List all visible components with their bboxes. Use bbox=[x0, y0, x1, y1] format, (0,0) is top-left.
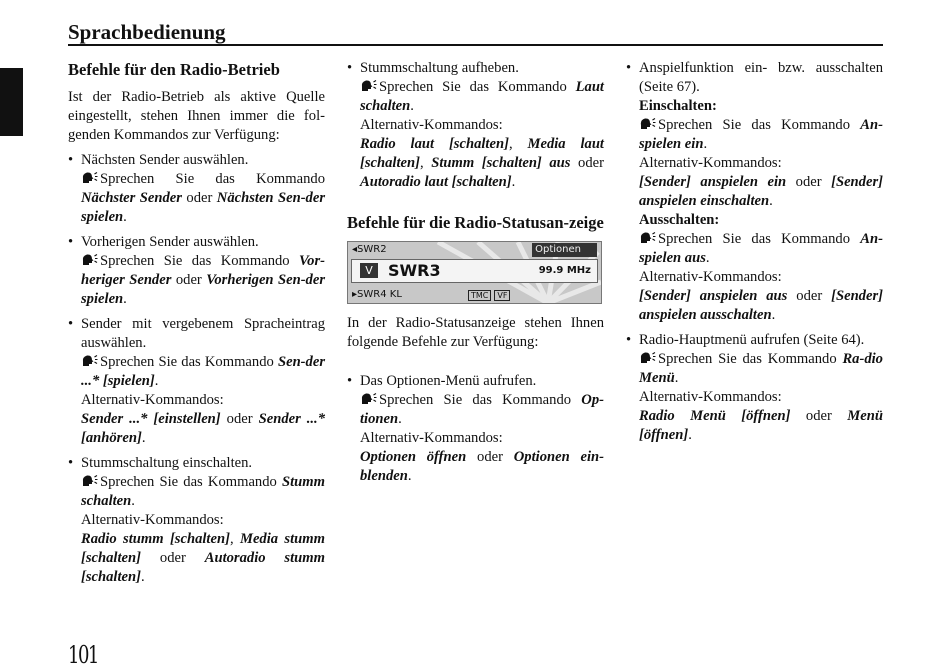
speak-text: Sprechen Sie das Kommando bbox=[379, 79, 567, 95]
period: . bbox=[131, 493, 135, 509]
voice-command: Laut schalten bbox=[360, 79, 604, 114]
subheading-ausschalten: Ausschalten: bbox=[639, 212, 720, 228]
voice-command: Vor-heriger Sender bbox=[81, 253, 325, 288]
action-text: Das Optionen-Menü aufrufen. bbox=[360, 373, 537, 389]
alternative-commands bbox=[639, 173, 883, 211]
or-text: oder bbox=[796, 288, 823, 304]
subheading-einschalten: Einschalten: bbox=[639, 98, 717, 114]
separator: , bbox=[508, 136, 513, 152]
current-station-name: SWR3 bbox=[388, 261, 441, 280]
period: . bbox=[703, 136, 708, 152]
period: . bbox=[410, 98, 414, 114]
bullet: • bbox=[68, 152, 74, 168]
period: . bbox=[123, 291, 127, 307]
speak-line bbox=[81, 252, 325, 309]
action-text: Stummschaltung aufheben. bbox=[360, 60, 519, 76]
bullet: • bbox=[347, 373, 353, 389]
voice-command: Radio Menü [öffnen] bbox=[639, 408, 791, 424]
speaking-head-icon bbox=[360, 79, 377, 92]
alternative-label: Alternativ-Kommandos: bbox=[639, 269, 782, 285]
speak-text: Sprechen Sie das Kommando bbox=[379, 392, 572, 408]
page-title: Sprachbedienung bbox=[68, 20, 226, 44]
previous-station: ◂SWR2 bbox=[352, 244, 387, 255]
voice-command: Optionen öffnen bbox=[360, 449, 467, 465]
voice-command: Optionen ein-blenden bbox=[360, 449, 604, 484]
speaking-head-icon bbox=[81, 171, 98, 184]
voice-command: Sen-der ...* [spielen] bbox=[81, 354, 325, 389]
list-item bbox=[626, 331, 883, 445]
voice-command: Stumm [schalten] aus bbox=[431, 155, 571, 171]
voice-command: [Sender] anspielen aus bbox=[639, 288, 788, 304]
speaking-head-icon bbox=[360, 392, 377, 405]
alternative-label: Alternativ-Kommandos: bbox=[81, 392, 224, 408]
list-item bbox=[347, 372, 604, 486]
or-text: oder bbox=[226, 411, 253, 427]
alternative-commands bbox=[639, 407, 883, 445]
voice-command: An-spielen aus bbox=[639, 231, 883, 266]
speaking-head-icon bbox=[639, 117, 656, 130]
tmc-tag: TMC bbox=[468, 290, 491, 301]
list-item bbox=[68, 151, 325, 227]
or-text: oder bbox=[795, 174, 822, 190]
section-heading-radio-betrieb: Befehle für den Radio-Betrieb bbox=[68, 60, 280, 79]
bullet: • bbox=[626, 60, 632, 76]
or-text: oder bbox=[477, 449, 503, 465]
action-text: Stummschaltung einschalten. bbox=[81, 455, 253, 471]
period: . bbox=[688, 427, 692, 443]
separator: , bbox=[229, 531, 234, 547]
voice-command: Nächster Sender bbox=[81, 190, 182, 206]
list-item bbox=[68, 454, 325, 587]
voice-command: Radio stumm [schalten] bbox=[81, 531, 230, 547]
alternative-label: Alternativ-Kommandos: bbox=[360, 430, 503, 446]
bullet: • bbox=[68, 234, 74, 250]
action-text: Vorherigen Sender auswählen. bbox=[81, 234, 259, 250]
period: . bbox=[511, 174, 516, 190]
speak-line bbox=[360, 78, 604, 116]
action-text: Sender mit vergebenem Spracheintrag auswählen. bbox=[81, 316, 325, 351]
station-badge: V bbox=[360, 263, 378, 278]
command-list bbox=[68, 151, 325, 587]
period: . bbox=[674, 370, 679, 386]
alternative-label: Alternativ-Kommandos: bbox=[639, 155, 782, 171]
period: . bbox=[705, 250, 710, 266]
intro-paragraph: Ist der Radio-Betrieb als aktive Quelle eingestellt, stehen Ihnen immer die fol-genden Kommandos zur Verfügung: bbox=[68, 89, 325, 143]
voice-command: Menü [öffnen] bbox=[639, 408, 883, 443]
or-text: oder bbox=[805, 408, 832, 424]
list-item bbox=[347, 59, 604, 192]
frequency: 99.9 MHz bbox=[538, 265, 591, 276]
alternative-commands bbox=[639, 287, 883, 325]
voice-command: An-spielen ein bbox=[639, 117, 883, 152]
alternative-label: Alternativ-Kommandos: bbox=[360, 117, 503, 133]
vf-tag: VF bbox=[494, 290, 510, 301]
period: . bbox=[154, 373, 159, 389]
command-list bbox=[347, 59, 604, 192]
status-tags bbox=[468, 291, 513, 301]
action-text: Anspielfunktion ein- bzw. ausschalten (Seite 67). bbox=[639, 60, 883, 95]
action-text: Radio-Hauptmenü aufrufen (Seite 64). bbox=[639, 332, 865, 348]
period: . bbox=[407, 468, 412, 484]
command-list bbox=[626, 59, 883, 445]
speak-line bbox=[81, 473, 325, 511]
section-heading-statusanzeige: Befehle für die Radio-Statusan-zeige bbox=[347, 213, 604, 232]
voice-command: [Sender] anspielen ein bbox=[639, 174, 787, 190]
speaking-head-icon bbox=[639, 231, 656, 244]
alternative-commands bbox=[360, 135, 604, 192]
or-text: oder bbox=[175, 272, 202, 288]
speak-text: Sprechen Sie das Kommando bbox=[100, 253, 290, 269]
command-list bbox=[347, 372, 604, 486]
speak-line bbox=[639, 116, 883, 154]
period: . bbox=[398, 411, 402, 427]
voice-command: Stumm schalten bbox=[81, 474, 325, 509]
speaking-head-icon bbox=[81, 474, 98, 487]
voice-command: Media laut [schalten] bbox=[360, 136, 604, 171]
period: . bbox=[123, 209, 127, 225]
speaking-head-icon bbox=[639, 351, 656, 364]
period: . bbox=[141, 569, 145, 585]
bullet: • bbox=[68, 316, 74, 332]
voice-command: Nächsten Sen-der spielen bbox=[81, 190, 326, 225]
voice-command: Ra-dio Menü bbox=[639, 351, 883, 386]
list-item bbox=[68, 233, 325, 309]
voice-command: [Sender] anspielen ausschalten bbox=[639, 288, 883, 323]
voice-command: [Sender] anspielen einschalten bbox=[639, 174, 883, 209]
speaking-head-icon bbox=[81, 253, 98, 266]
voice-command: Autoradio laut [schalten] bbox=[360, 174, 512, 190]
speak-text: Sprechen Sie das Kommando bbox=[100, 474, 277, 490]
bullet: • bbox=[68, 455, 74, 471]
column-3 bbox=[626, 59, 883, 451]
voice-command: Vorherigen Sen-der spielen bbox=[81, 272, 326, 307]
speaking-head-icon bbox=[81, 354, 98, 367]
period: . bbox=[769, 193, 773, 209]
period: . bbox=[771, 307, 776, 323]
alternative-label: Alternativ-Kommandos: bbox=[81, 512, 224, 528]
speak-text: Sprechen Sie das Kommando bbox=[100, 354, 274, 370]
period: . bbox=[141, 430, 146, 446]
speak-line bbox=[639, 350, 883, 388]
list-item bbox=[68, 315, 325, 448]
separator: , bbox=[420, 155, 424, 171]
speak-line bbox=[81, 170, 325, 227]
title-rule bbox=[68, 44, 883, 46]
or-text: oder bbox=[578, 155, 604, 171]
action-text: Nächsten Sender auswählen. bbox=[81, 152, 249, 168]
voice-command: Autoradio stumm [schalten] bbox=[81, 550, 325, 585]
voice-command: Radio laut [schalten] bbox=[360, 136, 509, 152]
alternative-commands bbox=[81, 530, 325, 587]
or-text: oder bbox=[159, 550, 186, 566]
radio-status-display-illustration bbox=[347, 241, 602, 304]
column-1 bbox=[68, 59, 325, 593]
speak-text: Sprechen Sie das Kommando bbox=[658, 117, 851, 133]
speak-text: Sprechen Sie das Kommando bbox=[100, 171, 325, 187]
alternative-commands bbox=[360, 448, 604, 486]
or-text: oder bbox=[186, 190, 213, 206]
current-station-bar bbox=[351, 259, 598, 283]
alternative-commands bbox=[81, 410, 325, 448]
list-item bbox=[626, 59, 883, 325]
options-softkey: Optionen bbox=[532, 243, 597, 257]
bullet: • bbox=[626, 332, 632, 348]
speak-line bbox=[639, 230, 883, 268]
voice-command: Sender ...* [einstellen] bbox=[81, 411, 221, 427]
next-station: ▸SWR4 KL bbox=[352, 289, 402, 300]
column-2 bbox=[347, 59, 604, 492]
statusanzeige-intro: In der Radio-Statusanzeige stehen Ihnen folgende Befehle zur Verfügung: bbox=[347, 315, 604, 350]
bullet: • bbox=[347, 60, 353, 76]
alternative-label: Alternativ-Kommandos: bbox=[639, 389, 782, 405]
speak-line bbox=[360, 391, 604, 429]
section-thumb-tab bbox=[0, 68, 23, 136]
speak-line bbox=[81, 353, 325, 391]
voice-command: Sender ...* [anhören] bbox=[81, 411, 326, 446]
speak-text: Sprechen Sie das Kommando bbox=[658, 231, 851, 247]
voice-command: Media stumm [schalten] bbox=[81, 531, 325, 566]
page-number: 101 bbox=[68, 641, 98, 669]
voice-command: Op-tionen bbox=[360, 392, 604, 427]
speak-text: Sprechen Sie das Kommando bbox=[658, 351, 837, 367]
